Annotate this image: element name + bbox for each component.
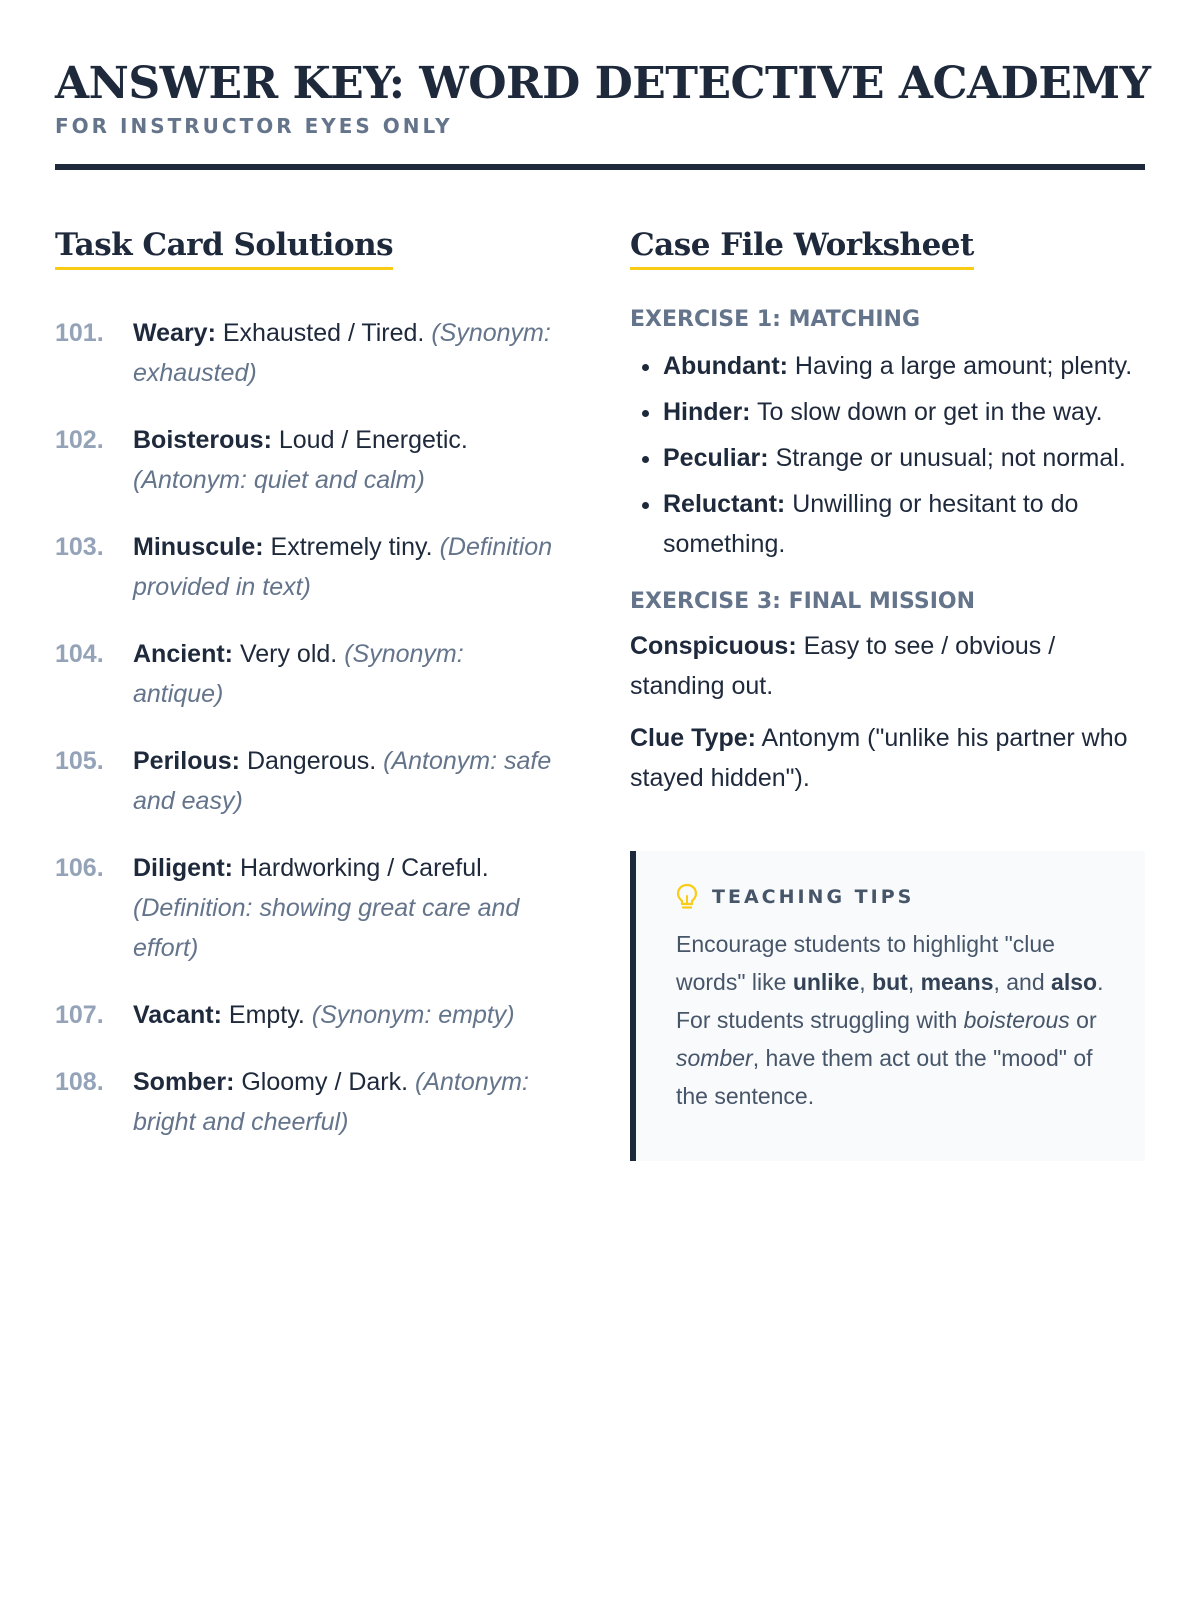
solution-body [133, 848, 555, 968]
emphasized-word: somber [676, 1045, 753, 1071]
matching-list [630, 346, 1145, 564]
solution-definition: Hardworking / Careful. [239, 854, 489, 882]
solution-note: (Antonym: safe and easy) [133, 747, 552, 815]
worksheet-column [630, 226, 1145, 1169]
solution-body [133, 634, 555, 714]
solution-body [133, 1062, 555, 1142]
solution-body [133, 527, 555, 607]
solutions-list [55, 313, 555, 1142]
solution-note: (Definition: showing great care and effort) [133, 894, 520, 962]
solution-term: Perilous: [133, 747, 240, 775]
solution-item [55, 527, 555, 607]
tip-text-part: or [1069, 1007, 1097, 1033]
solution-item [55, 848, 555, 968]
matching-item [663, 392, 1145, 432]
matching-term: Peculiar: [663, 444, 769, 472]
content-columns [55, 226, 1145, 1169]
teaching-tips-text [676, 925, 1105, 1115]
emphasized-word: boisterous [963, 1007, 1070, 1033]
solution-note: (Definition provided in text) [133, 533, 553, 601]
solution-definition: Gloomy / Dark. [241, 1068, 409, 1096]
task-card-heading: Task Card Solutions [55, 226, 393, 270]
worksheet-heading: Case File Worksheet [630, 226, 974, 270]
tip-text-part: Encourage students to highlight "clue words" like [676, 931, 1055, 995]
solution-note: (Synonym: antique) [133, 640, 464, 708]
solution-item [55, 995, 555, 1035]
tip-separator: , and [993, 969, 1052, 995]
clue-type-text: Antonym ("unlike his partner who stayed hidden"). [630, 724, 1128, 792]
matching-item [663, 484, 1145, 564]
solution-term: Weary: [133, 319, 216, 347]
solution-number: 108. [55, 1068, 104, 1096]
matching-definition: To slow down or get in the way. [757, 398, 1103, 426]
solution-number: 101. [55, 319, 104, 347]
solution-term: Diligent: [133, 854, 233, 882]
solution-item [55, 1062, 555, 1142]
solution-definition: Extremely tiny. [270, 533, 433, 561]
solution-body [133, 313, 555, 393]
solution-definition: Loud / Energetic. [278, 426, 468, 454]
matching-item [663, 438, 1145, 478]
matching-definition: Strange or unusual; not normal. [775, 444, 1126, 472]
solution-term: Boisterous: [133, 426, 272, 454]
header-divider [55, 164, 1145, 170]
task-card-column [55, 226, 555, 1169]
matching-definition: Having a large amount; plenty. [794, 352, 1133, 380]
solution-definition: Very old. [239, 640, 338, 668]
matching-item [663, 346, 1145, 386]
tip-text-part: . For students struggling with [676, 969, 1104, 1033]
solution-item [55, 741, 555, 821]
solution-term: Ancient: [133, 640, 233, 668]
solution-number: 106. [55, 854, 104, 882]
clue-word: unlike [792, 969, 860, 995]
clue-type-label: Clue Type: [630, 724, 756, 752]
solution-body [133, 741, 555, 821]
solution-number: 103. [55, 533, 104, 561]
clue-word: also [1051, 969, 1098, 995]
tip-text-part: , have them act out the "mood" of the sentence. [676, 1045, 1093, 1109]
clue-word: but [872, 969, 908, 995]
solution-definition: Exhausted / Tired. [222, 319, 425, 347]
page-title: ANSWER KEY: WORD DETECTIVE ACADEMY [55, 58, 1151, 109]
solution-term: Vacant: [133, 1001, 222, 1029]
solution-note: (Antonym: bright and cheerful) [133, 1068, 529, 1136]
teaching-tips-header [676, 883, 1105, 911]
teaching-tips-box [630, 851, 1145, 1161]
solution-term: Minuscule: [133, 533, 264, 561]
final-mission-answer [630, 626, 1145, 706]
final-mission-term: Conspicuous: [630, 632, 797, 660]
final-mission-definition: Easy to see / obvious / standing out. [630, 632, 1056, 700]
matching-term: Reluctant: [663, 490, 786, 518]
exercise1-heading: EXERCISE 1: MATCHING [630, 307, 921, 332]
solution-note: (Synonym: empty) [311, 1001, 515, 1029]
solution-item [55, 420, 555, 500]
exercise3-heading: EXERCISE 3: FINAL MISSION [630, 589, 975, 614]
solution-term: Somber: [133, 1068, 235, 1096]
solution-definition: Dangerous. [246, 747, 377, 775]
page-subtitle: FOR INSTRUCTOR EYES ONLY [55, 114, 453, 138]
solution-number: 102. [55, 426, 104, 454]
tip-separator: , [859, 969, 873, 995]
solution-body [133, 995, 555, 1035]
matching-term: Abundant: [663, 352, 788, 380]
solution-definition: Empty. [228, 1001, 305, 1029]
solution-item [55, 313, 555, 393]
tip-separator: , [907, 969, 921, 995]
matching-term: Hinder: [663, 398, 751, 426]
solution-note: (Synonym: exhausted) [133, 319, 551, 387]
clue-word: means [920, 969, 994, 995]
solution-number: 105. [55, 747, 104, 775]
solution-body [133, 420, 555, 500]
lightbulb-icon [676, 883, 698, 911]
solution-item [55, 634, 555, 714]
solution-number: 104. [55, 640, 104, 668]
solution-number: 107. [55, 1001, 104, 1029]
matching-definition: Unwilling or hesitant to do something. [663, 490, 1079, 558]
clue-type-line [630, 718, 1145, 798]
solution-note: (Antonym: quiet and calm) [133, 466, 425, 494]
teaching-tips-title: TEACHING TIPS [712, 886, 915, 908]
